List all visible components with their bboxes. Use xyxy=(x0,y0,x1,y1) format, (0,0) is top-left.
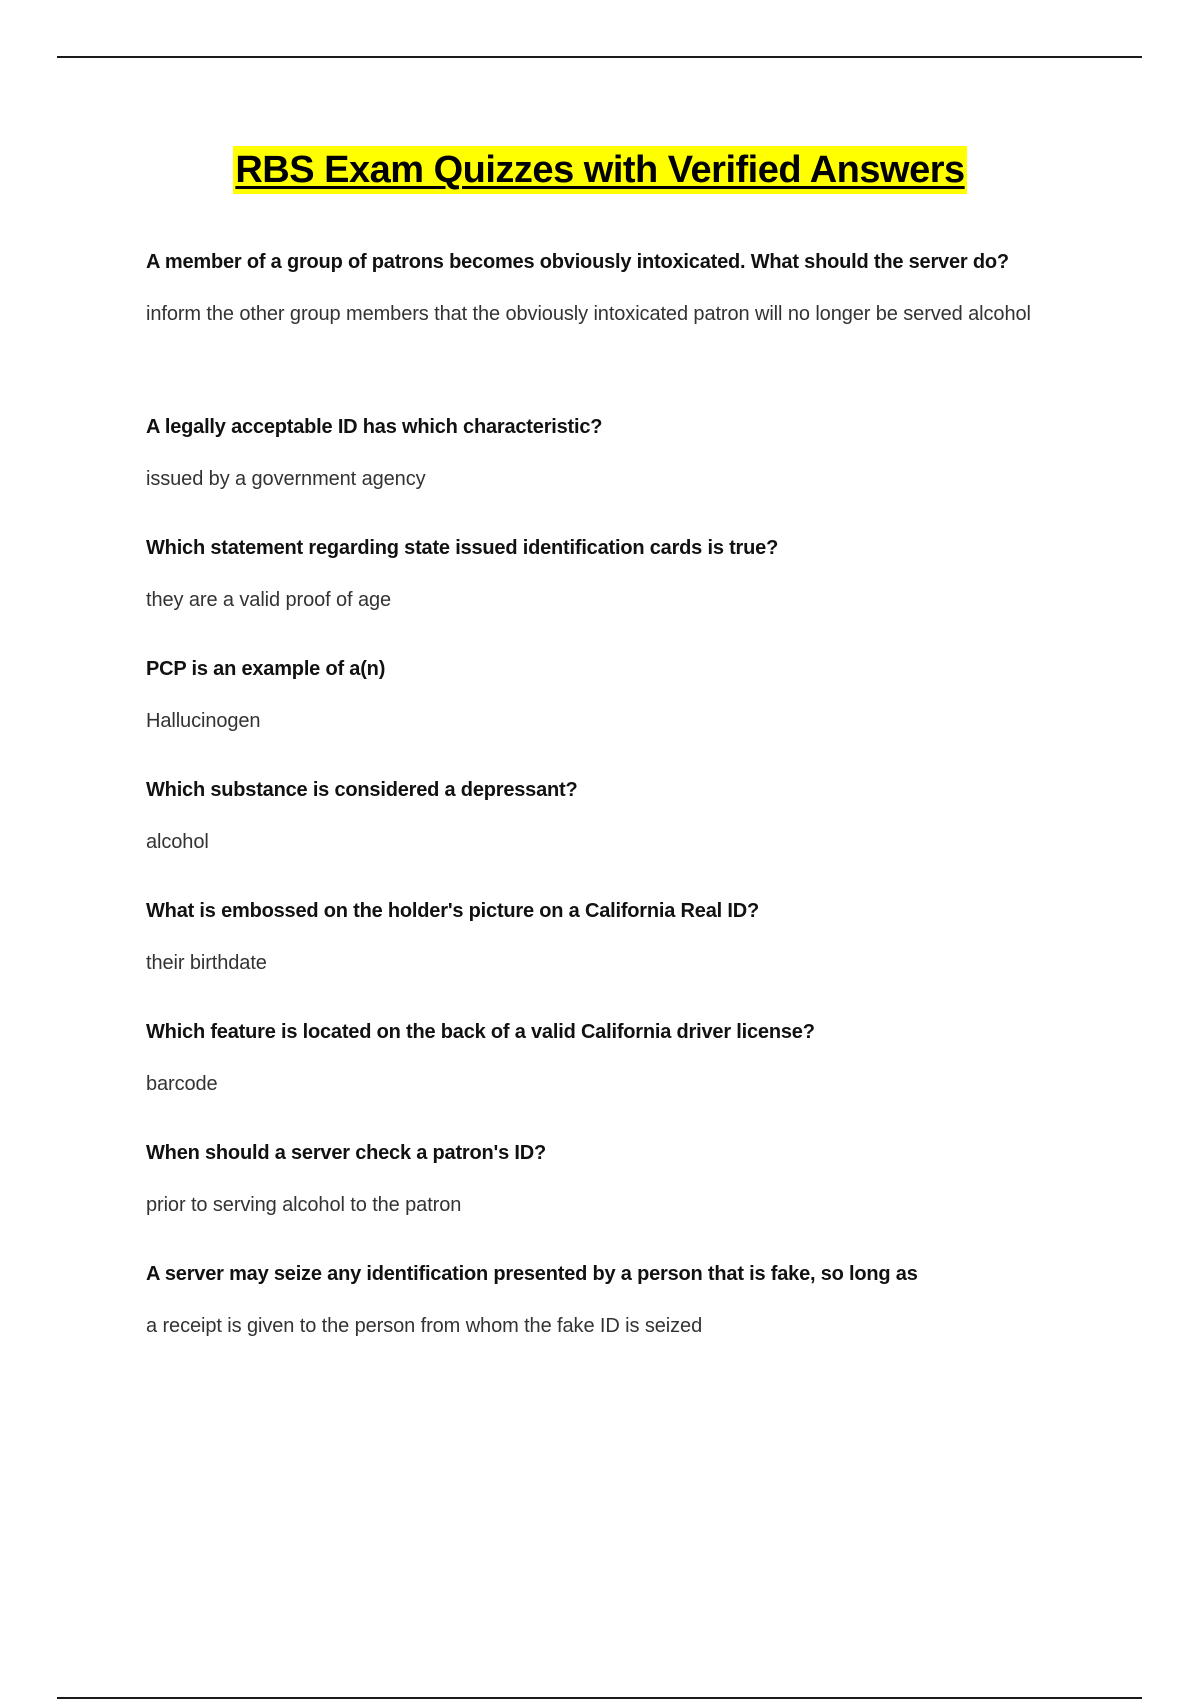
title-container xyxy=(0,146,1200,194)
answer: they are a valid proof of age xyxy=(146,589,392,611)
answer: Hallucinogen xyxy=(146,710,261,732)
qa-item xyxy=(146,777,1086,862)
qa-item xyxy=(146,1261,1086,1346)
footer-rule xyxy=(57,1697,1142,1699)
question: Which feature is located on the back of a valid California driver license? xyxy=(146,1021,815,1043)
answer: inform the other group members that the obviously intoxicated patron will no longer be served alcohol xyxy=(146,303,1031,325)
qa-item xyxy=(146,535,1086,620)
question: A server may seize any identification presented by a person that is fake, so long as xyxy=(146,1263,918,1285)
answer: issued by a government agency xyxy=(146,468,426,490)
header-rule xyxy=(57,56,1142,58)
answer: a receipt is given to the person from whom the fake ID is seized xyxy=(146,1315,703,1337)
question: Which substance is considered a depressant? xyxy=(146,779,578,801)
answer: their birthdate xyxy=(146,952,267,974)
question: A member of a group of patrons becomes obviously intoxicated. What should the server do? xyxy=(146,251,1009,273)
question: PCP is an example of a(n) xyxy=(146,658,386,680)
qa-item xyxy=(146,414,1086,499)
qa-item xyxy=(146,656,1086,741)
qa-item xyxy=(146,1140,1086,1225)
question: Which statement regarding state issued identification cards is true? xyxy=(146,537,779,559)
page-title: RBS Exam Quizzes with Verified Answers xyxy=(233,146,966,194)
answer: prior to serving alcohol to the patron xyxy=(146,1194,462,1216)
question: What is embossed on the holder's picture on a California Real ID? xyxy=(146,900,759,922)
qa-item xyxy=(146,898,1086,983)
question: A legally acceptable ID has which characteristic? xyxy=(146,416,603,438)
qa-item xyxy=(146,249,1086,334)
answer: barcode xyxy=(146,1073,218,1095)
answer: alcohol xyxy=(146,831,209,853)
question: When should a server check a patron's ID? xyxy=(146,1142,547,1164)
qa-item xyxy=(146,1019,1086,1104)
